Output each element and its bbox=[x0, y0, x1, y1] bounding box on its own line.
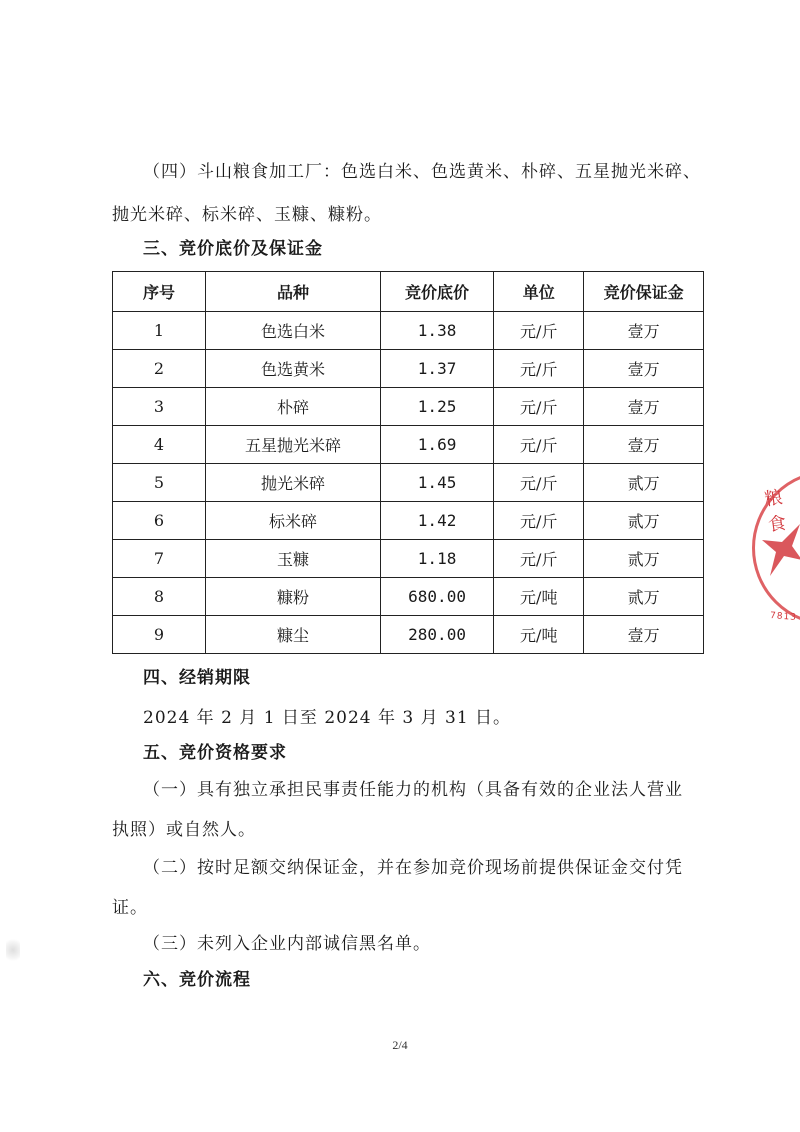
cell-price: 1.25 bbox=[380, 388, 493, 426]
section-5-item1-line1: （一）具有独立承担民事责任能力的机构（具备有效的企业法人营业 bbox=[143, 780, 683, 800]
cell-no: 2 bbox=[113, 350, 206, 388]
table-row bbox=[113, 502, 704, 540]
page-number: 2/4 bbox=[392, 1038, 408, 1052]
cell-unit: 元/斤 bbox=[494, 464, 584, 502]
cell-name: 色选白米 bbox=[206, 312, 381, 350]
table-row bbox=[113, 540, 704, 578]
cell-price: 280.00 bbox=[380, 616, 493, 654]
cell-no: 9 bbox=[113, 616, 206, 654]
cell-no: 7 bbox=[113, 540, 206, 578]
cell-price: 1.37 bbox=[380, 350, 493, 388]
section-four-line2: 抛光米碎、标米碎、玉糠、糠粉。 bbox=[112, 205, 382, 225]
header-deposit: 竞价保证金 bbox=[584, 272, 704, 312]
cell-name: 玉糠 bbox=[206, 540, 381, 578]
seal-text: 粮食 bbox=[763, 486, 790, 537]
cell-no: 6 bbox=[113, 502, 206, 540]
cell-name: 标米碎 bbox=[206, 502, 381, 540]
table-row bbox=[113, 388, 704, 426]
header-name: 品种 bbox=[206, 272, 381, 312]
cell-name: 糠粉 bbox=[206, 578, 381, 616]
cell-deposit: 壹万 bbox=[584, 426, 704, 464]
scan-artifact bbox=[6, 938, 20, 962]
cell-deposit: 壹万 bbox=[584, 350, 704, 388]
table-row bbox=[113, 616, 704, 654]
cell-unit: 元/吨 bbox=[494, 578, 584, 616]
cell-unit: 元/斤 bbox=[494, 350, 584, 388]
cell-no: 3 bbox=[113, 388, 206, 426]
cell-name: 朴碎 bbox=[206, 388, 381, 426]
cell-deposit: 壹万 bbox=[584, 388, 704, 426]
seal-star-icon bbox=[762, 520, 800, 580]
cell-deposit: 壹万 bbox=[584, 616, 704, 654]
cell-no: 5 bbox=[113, 464, 206, 502]
cell-no: 8 bbox=[113, 578, 206, 616]
cell-price: 1.38 bbox=[380, 312, 493, 350]
header-no: 序号 bbox=[113, 272, 206, 312]
cell-name: 色选黄米 bbox=[206, 350, 381, 388]
cell-price: 680.00 bbox=[380, 578, 493, 616]
section-4-text: 2024 年 2 月 1 日至 2024 年 3 月 31 日。 bbox=[143, 708, 512, 728]
cell-deposit: 贰万 bbox=[584, 540, 704, 578]
bid-price-table bbox=[112, 271, 704, 654]
table-row bbox=[113, 578, 704, 616]
cell-price: 1.42 bbox=[380, 502, 493, 540]
cell-unit: 元/斤 bbox=[494, 312, 584, 350]
header-price: 竞价底价 bbox=[380, 272, 493, 312]
cell-price: 1.69 bbox=[380, 426, 493, 464]
table-header-row bbox=[113, 272, 704, 312]
table-row bbox=[113, 426, 704, 464]
cell-deposit: 贰万 bbox=[584, 502, 704, 540]
section-5-heading: 五、竞价资格要求 bbox=[143, 743, 287, 763]
cell-price: 1.45 bbox=[380, 464, 493, 502]
cell-unit: 元/斤 bbox=[494, 426, 584, 464]
table-row bbox=[113, 312, 704, 350]
cell-unit: 元/斤 bbox=[494, 540, 584, 578]
cell-name: 五星抛光米碎 bbox=[206, 426, 381, 464]
cell-deposit: 贰万 bbox=[584, 578, 704, 616]
cell-unit: 元/斤 bbox=[494, 388, 584, 426]
section-5-item3: （三）未列入企业内部诚信黑名单。 bbox=[143, 934, 431, 954]
seal-code: 7813 bbox=[769, 611, 798, 623]
cell-name: 抛光米碎 bbox=[206, 464, 381, 502]
section-3-heading: 三、竞价底价及保证金 bbox=[143, 239, 323, 259]
section-5-item2-line2: 证。 bbox=[112, 898, 148, 918]
cell-no: 1 bbox=[113, 312, 206, 350]
cell-unit: 元/斤 bbox=[494, 502, 584, 540]
section-5-item1-line2: 执照）或自然人。 bbox=[112, 820, 256, 840]
cell-deposit: 贰万 bbox=[584, 464, 704, 502]
cell-unit: 元/吨 bbox=[494, 616, 584, 654]
cell-no: 4 bbox=[113, 426, 206, 464]
cell-deposit: 壹万 bbox=[584, 312, 704, 350]
section-6-heading: 六、竞价流程 bbox=[143, 970, 251, 990]
header-unit: 单位 bbox=[494, 272, 584, 312]
section-4-heading: 四、经销期限 bbox=[143, 668, 251, 688]
section-four-line1: （四）斗山粮食加工厂：色选白米、色选黄米、朴碎、五星抛光米碎、 bbox=[143, 162, 701, 182]
table-row bbox=[113, 464, 704, 502]
cell-price: 1.18 bbox=[380, 540, 493, 578]
cell-name: 糠尘 bbox=[206, 616, 381, 654]
section-5-item2-line1: （二）按时足额交纳保证金，并在参加竞价现场前提供保证金交付凭 bbox=[143, 858, 683, 878]
table-row bbox=[113, 350, 704, 388]
